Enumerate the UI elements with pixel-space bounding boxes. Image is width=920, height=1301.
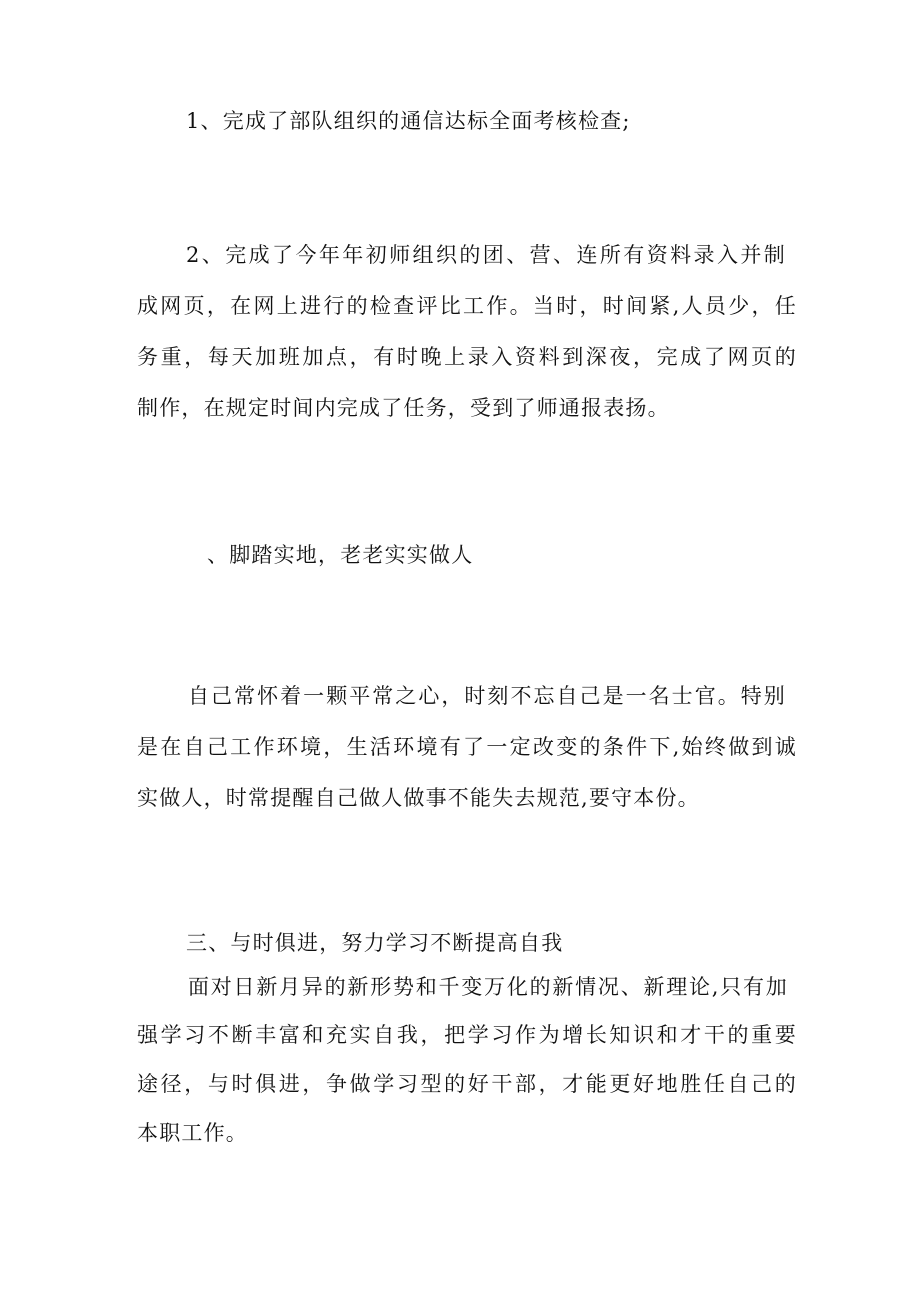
paragraph-line: 成网页，在网上进行的检查评比工作。当时，时间紧,人员少，任 xyxy=(137,294,797,318)
section-heading-3: 三、与时俱进，努力学习不断提高自我 xyxy=(186,931,564,955)
paragraph-line: 途径，与时俱进，争做学习型的好干部，才能更好地胜任自己的 xyxy=(137,1072,797,1096)
paragraph-line: 是在自己工作环境，生活环境有了一定改变的条件下,始终做到诚 xyxy=(137,735,797,759)
paragraph-line: 务重，每天加班加点，有时晚上录入资料到深夜，完成了网页的 xyxy=(137,345,797,369)
paragraph-line: 自己常怀着一颗平常之心，时刻不忘自己是一名士官。特别 xyxy=(188,684,786,708)
list-item-1: 1、完成了部队组织的通信达标全面考核检查; xyxy=(186,109,631,133)
paragraph-line: 2、完成了今年年初师组织的团、营、连所有资料录入并制 xyxy=(186,243,786,267)
section-heading-2: 、脚踏实地，老老实实做人 xyxy=(207,543,474,567)
paragraph-line: 本职工作。 xyxy=(137,1121,248,1145)
paragraph-line: 面对日新月异的新形势和千变万化的新情况、新理论,只有加 xyxy=(188,975,788,999)
paragraph-line: 制作，在规定时间内完成了任务，受到了师通报表扬。 xyxy=(137,396,670,420)
paragraph-line: 强学习不断丰富和充实自我，把学习作为增长知识和才干的重要 xyxy=(137,1023,797,1047)
paragraph-line: 实做人，时常提醒自己做人做事不能失去规范,要守本份。 xyxy=(137,786,700,810)
